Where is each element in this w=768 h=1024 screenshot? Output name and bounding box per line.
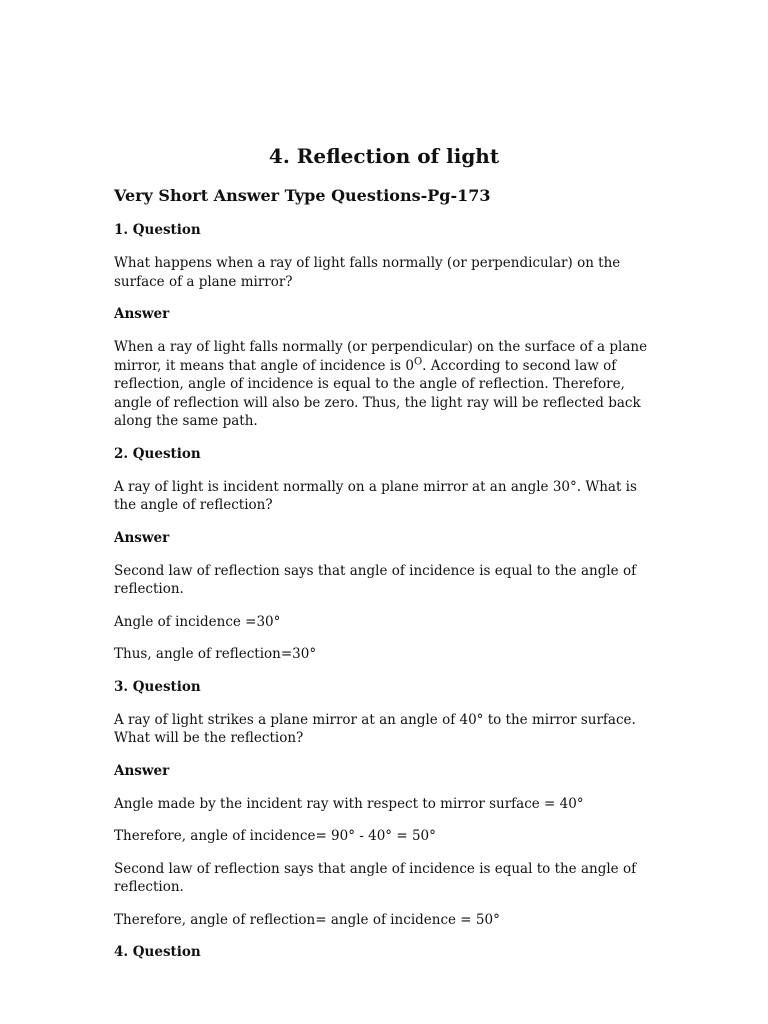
answer-1-text — [114, 338, 650, 431]
answer-1-label: Answer — [114, 306, 170, 322]
section-heading: Very Short Answer Type Questions-Pg-173 — [114, 186, 491, 205]
question-2-label: 2. Question — [114, 445, 201, 462]
question-3-text: A ray of light strikes a plane mirror at an angle of 40° to the mirror surface. What will be the reflection? — [114, 711, 636, 746]
question-3-label: 3. Question — [114, 678, 201, 695]
question-4-label: 4. Question — [114, 944, 201, 960]
question-1-text: What happens when a ray of light falls normally (or perpendicular) on the surface of a plane mirror? — [114, 255, 621, 290]
answer-3-line: Therefore, angle of incidence= 90° - 40° = 50° — [114, 828, 436, 844]
answer-3-line: Therefore, angle of reflection= angle of incidence = 50° — [114, 911, 500, 928]
answer-2-line: Angle of incidence =30° — [114, 613, 281, 630]
question-1-label: 1. Question — [114, 222, 201, 238]
question-2-text: A ray of light is incident normally on a plane mirror at an angle 30°. What is the angle of reflection? — [114, 478, 637, 513]
document-content — [114, 142, 650, 962]
answer-2-line: Second law of reflection says that angle of incidence is equal to the angle of reflection. — [114, 562, 637, 597]
answer-3-label: Answer — [114, 762, 170, 779]
answer-3-line: Second law of reflection says that angle of incidence is equal to the angle of reflection. — [114, 860, 637, 895]
answer-2-label: Answer — [114, 529, 170, 546]
answer-2-line: Thus, angle of reflection=30° — [114, 646, 317, 662]
degree-superscript: O — [413, 356, 423, 367]
answer-1-part1: When a ray of light falls normally (or perpendicular) on the surface of a plane mirror, it means that angle of incidence is 0 — [114, 339, 648, 374]
page-title: 4. Reflection of light — [268, 144, 500, 168]
answer-3-line: Angle made by the incident ray with respect to mirror surface = 40° — [114, 795, 584, 812]
answer-1-part2: . According to second law of reflection, angle of incidence is equal to the angle of reflection. Therefore, angle of reflection will also be zero. Thus, the light ray will be reflected back along the same path. — [114, 357, 641, 429]
